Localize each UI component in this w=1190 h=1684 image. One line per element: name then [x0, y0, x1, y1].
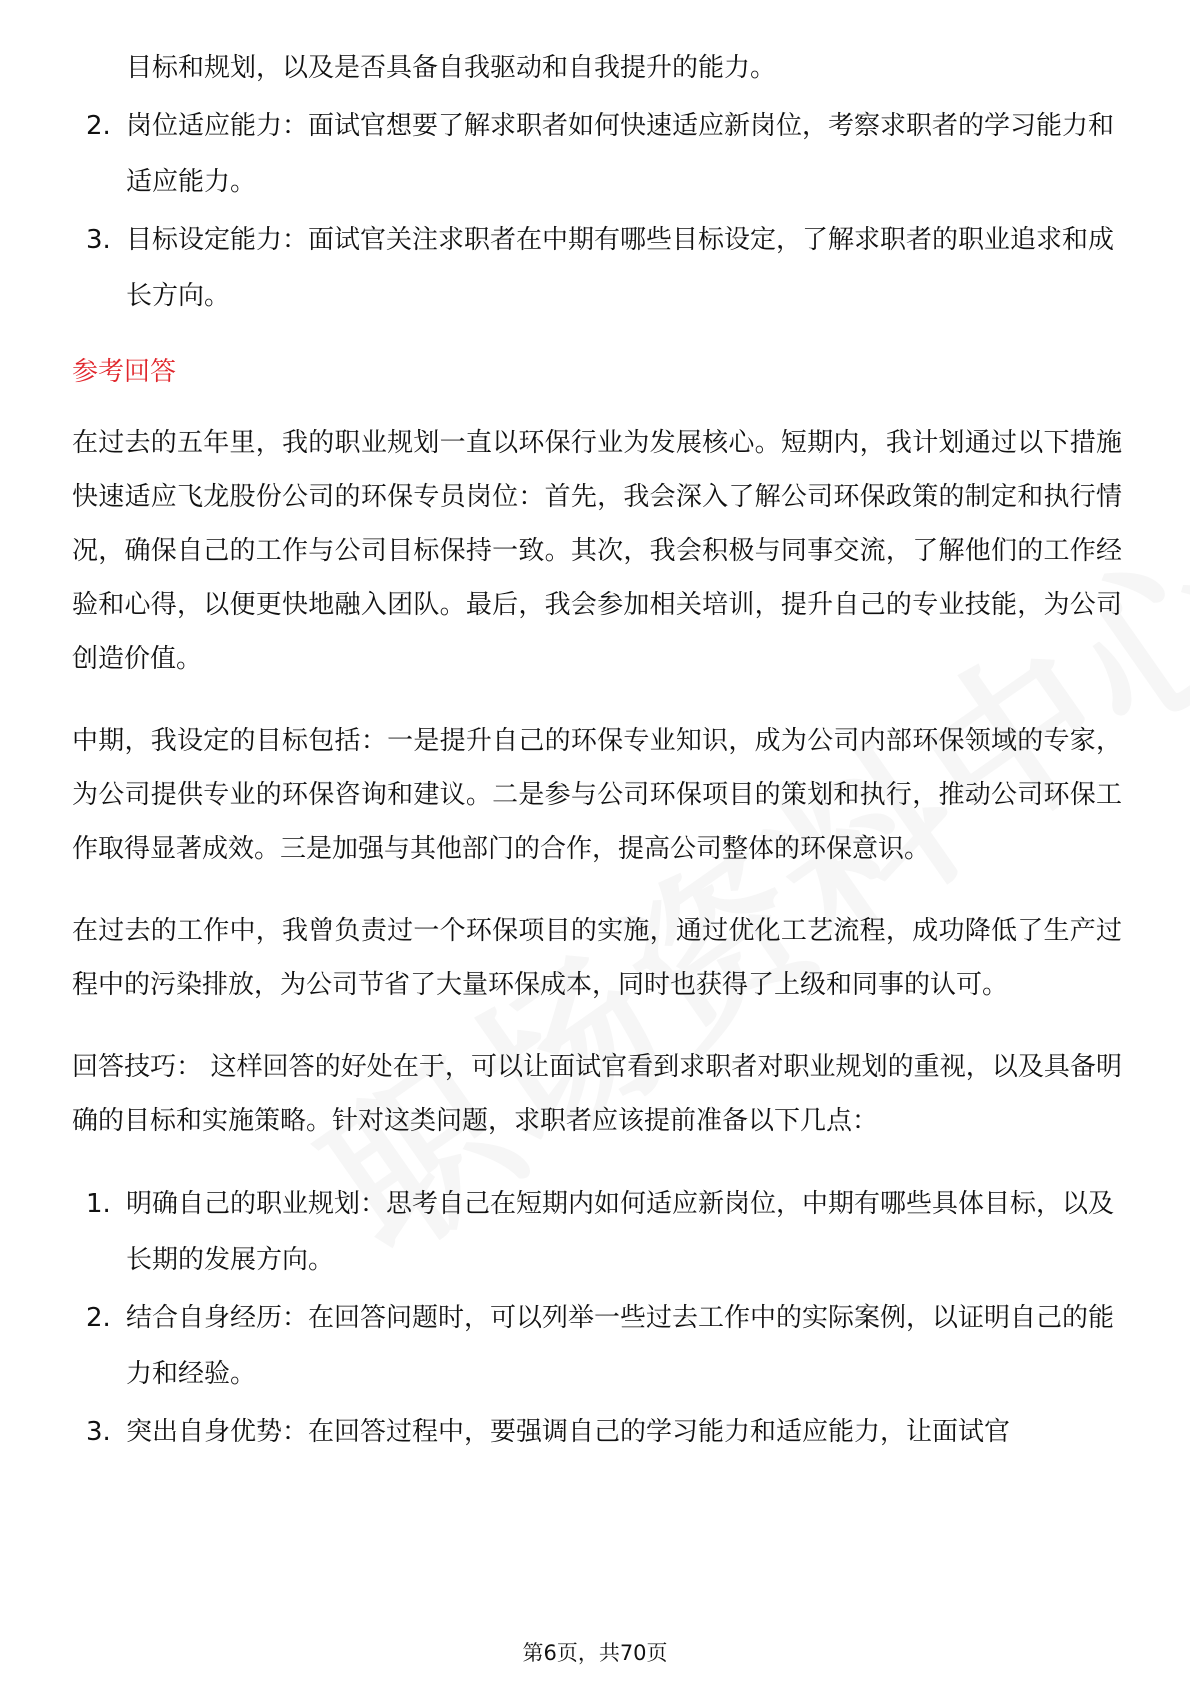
list-item-text: 目标设定能力：面试官关注求职者在中期有哪些目标设定，了解求职者的职业追求和成长方向。 [126, 225, 1115, 311]
answer-tips-paragraph: 回答技巧： 这样回答的好处在于，可以让面试官看到求职者对职业规划的重视，以及具备明确的目标和实施策略。针对这类问题，求职者应该提前准备以下几点： [72, 1052, 1122, 1136]
interviewer-focus-list [72, 98, 1122, 324]
list-number: 3. [86, 225, 111, 255]
list-number: 2. [86, 111, 111, 141]
list-item-text: 明确自己的职业规划：思考自己在短期内如何适应新岗位，中期有哪些具体目标，以及长期的发展方向。 [126, 1189, 1115, 1275]
section-title-reference-answer: 参考回答 [72, 357, 177, 387]
list-item [72, 1404, 1122, 1460]
list-item [72, 212, 1122, 324]
answer-paragraph: 在过去的工作中，我曾负责过一个环保项目的实施，通过优化工艺流程，成功降低了生产过程中的污染排放，为公司节省了大量环保成本，同时也获得了上级和同事的认可。 [72, 916, 1122, 1000]
list-item-text: 结合自身经历：在回答问题时，可以列举一些过去工作中的实际案例，以证明自己的能力和经验。 [126, 1303, 1115, 1389]
page-content [72, 40, 1122, 1462]
answer-tips-list [72, 1176, 1122, 1460]
answer-paragraph: 中期，我设定的目标包括：一是提升自己的环保专业知识，成为公司内部环保领域的专家，为公司提供专业的环保咨询和建议。二是参与公司环保项目的策划和执行，推动公司环保工作取得显著成效。三是加强与其他部门的合作，提高公司整体的环保意识。 [72, 726, 1122, 864]
list-item-continuation: 目标和规划，以及是否具备自我驱动和自我提升的能力。 [126, 53, 777, 83]
list-item [72, 1176, 1122, 1288]
list-number: 3. [86, 1417, 111, 1447]
list-number: 2. [86, 1303, 111, 1333]
list-item [72, 1290, 1122, 1402]
answer-paragraph: 在过去的五年里，我的职业规划一直以环保行业为发展核心。短期内，我计划通过以下措施快速适应飞龙股份公司的环保专员岗位：首先，我会深入了解公司环保政策的制定和执行情况，确保自己的工作与公司目标保持一致。其次，我会积极与同事交流，了解他们的工作经验和心得，以便更快地融入团队。最后，我会参加相关培训，提升自己的专业技能，为公司创造价值。 [72, 428, 1122, 674]
list-item [72, 98, 1122, 210]
list-item-text: 岗位适应能力：面试官想要了解求职者如何快速适应新岗位，考察求职者的学习能力和适应能力。 [126, 111, 1115, 197]
page-number-footer: 第6页，共70页 [522, 1641, 668, 1665]
list-number: 1. [86, 1189, 111, 1219]
list-item-text: 突出自身优势：在回答过程中，要强调自己的学习能力和适应能力，让面试官 [126, 1417, 1011, 1447]
